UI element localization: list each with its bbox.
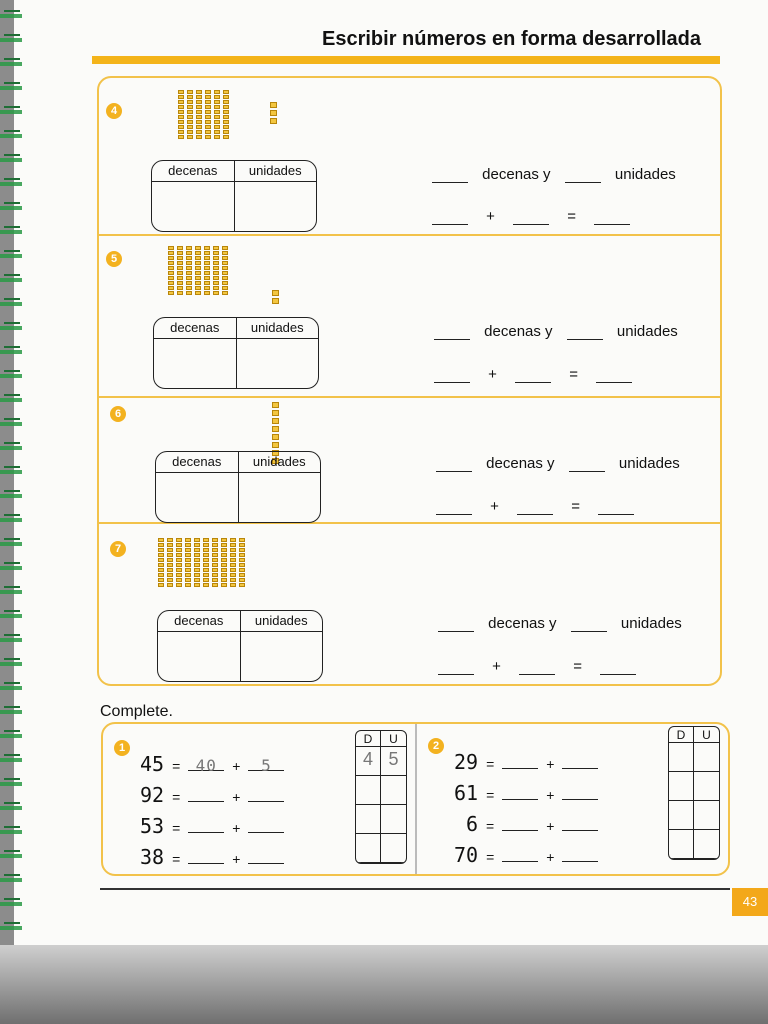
units-header: unidades xyxy=(254,613,308,628)
plus-sign: + xyxy=(232,758,241,774)
equation-row xyxy=(140,845,284,869)
page-shadow xyxy=(0,945,768,1024)
answer-line-words xyxy=(432,166,676,183)
tens-answer[interactable] xyxy=(502,847,538,862)
tens-rod xyxy=(168,246,174,295)
equals-sign: = xyxy=(573,658,583,675)
du-header-u: U xyxy=(694,727,719,743)
units-header: unidades xyxy=(250,320,304,335)
answer-line-words xyxy=(438,615,682,632)
du-cell[interactable] xyxy=(669,801,694,830)
tens-rod xyxy=(186,246,192,295)
du-cell[interactable] xyxy=(356,776,381,805)
units-answer[interactable] xyxy=(248,849,284,864)
spiral-rings xyxy=(4,0,20,945)
answer-line-words xyxy=(436,455,680,472)
exercise-number-badge: 7 xyxy=(110,541,126,557)
du-header-d: D xyxy=(669,727,694,743)
units-answer[interactable] xyxy=(562,754,598,769)
du-cell[interactable] xyxy=(381,805,406,834)
equation-value: 70 xyxy=(454,843,479,867)
tens-rod xyxy=(194,538,200,587)
unit-cube xyxy=(270,102,277,108)
tens-answer[interactable]: 40 xyxy=(188,756,224,771)
equals-sign: = xyxy=(571,498,581,515)
units-cell[interactable] xyxy=(237,339,319,388)
equals-sign: = xyxy=(567,208,577,225)
unit-cube xyxy=(272,410,279,416)
exercise-number-badge: 6 xyxy=(110,406,126,422)
tens-header: decenas xyxy=(158,611,241,631)
row-divider xyxy=(97,396,722,398)
unit-cube xyxy=(272,290,279,296)
tens-answer[interactable] xyxy=(502,785,538,800)
equals-sign: = xyxy=(486,756,495,772)
units-cell[interactable] xyxy=(241,632,323,681)
plus-sign: + xyxy=(486,208,495,225)
exercise-number-badge: 1 xyxy=(114,740,130,756)
complete-divider xyxy=(415,724,417,874)
unit-cube xyxy=(272,442,279,448)
blank-field[interactable] xyxy=(596,381,632,383)
blank-field[interactable] xyxy=(434,381,470,383)
tens-answer[interactable] xyxy=(188,818,224,833)
unit-cube xyxy=(272,426,279,432)
equals-sign: = xyxy=(486,787,495,803)
tens-word: decenas y xyxy=(488,615,557,632)
blank-field[interactable] xyxy=(513,223,549,225)
answer-line-sum xyxy=(434,366,632,383)
tens-answer[interactable] xyxy=(188,849,224,864)
equation-row xyxy=(140,814,284,838)
row-divider xyxy=(97,234,722,236)
tens-rod xyxy=(203,538,209,587)
units-cell[interactable] xyxy=(239,473,321,522)
title-underline xyxy=(92,56,720,64)
tens-rods xyxy=(158,538,245,587)
tens-rod xyxy=(212,538,218,587)
unit-cube xyxy=(270,118,277,124)
du-cell[interactable] xyxy=(356,805,381,834)
equals-sign: = xyxy=(172,758,181,774)
tens-cell[interactable] xyxy=(152,182,235,231)
blank-field[interactable] xyxy=(515,381,551,383)
tens-rod xyxy=(222,246,228,295)
du-cell[interactable] xyxy=(694,743,719,772)
equation-value: 29 xyxy=(454,750,479,774)
blank-field[interactable] xyxy=(565,181,601,183)
tens-rod xyxy=(221,538,227,587)
tens-rod xyxy=(187,90,193,139)
tens-word: decenas y xyxy=(484,323,553,340)
equation-row xyxy=(454,781,598,805)
equation-row xyxy=(140,783,284,807)
units-word: unidades xyxy=(614,166,676,183)
tens-rod xyxy=(158,538,164,587)
equation-row xyxy=(454,843,598,867)
equation-value: 92 xyxy=(140,783,165,807)
tens-rod xyxy=(167,538,173,587)
tens-rod xyxy=(213,246,219,295)
place-value-table xyxy=(157,610,323,682)
units-header: unidades xyxy=(248,163,302,178)
tens-rod xyxy=(205,90,211,139)
tens-rod xyxy=(196,90,202,139)
units-word: unidades xyxy=(620,615,682,632)
units-answer[interactable] xyxy=(248,787,284,802)
unit-cube xyxy=(272,402,279,408)
tens-rod xyxy=(230,538,236,587)
unit-cubes xyxy=(270,102,277,124)
answer-line-sum xyxy=(438,658,636,675)
du-cell[interactable] xyxy=(694,772,719,801)
du-cell[interactable] xyxy=(694,830,719,859)
units-header: unidades xyxy=(252,454,306,469)
plus-sign: + xyxy=(488,366,497,383)
tens-header: decenas xyxy=(152,161,235,181)
units-word: unidades xyxy=(618,455,680,472)
tens-header: decenas xyxy=(154,318,237,338)
du-cell[interactable] xyxy=(381,776,406,805)
blank-field[interactable] xyxy=(436,513,472,515)
place-value-table xyxy=(155,451,321,523)
du-table xyxy=(668,726,720,860)
plus-sign: + xyxy=(546,849,555,865)
du-header-d: D xyxy=(356,731,381,747)
plus-sign: + xyxy=(232,851,241,867)
du-cell[interactable] xyxy=(669,772,694,801)
page-title: Escribir números en forma desarrollada xyxy=(322,28,702,50)
answer-line-sum xyxy=(436,498,634,515)
tens-answer[interactable] xyxy=(502,754,538,769)
tens-answer[interactable] xyxy=(188,787,224,802)
blank-field[interactable] xyxy=(438,630,474,632)
plus-sign: + xyxy=(232,789,241,805)
tens-cell[interactable] xyxy=(158,632,241,681)
blank-field[interactable] xyxy=(571,630,607,632)
units-cell[interactable] xyxy=(235,182,317,231)
tens-cell[interactable] xyxy=(156,473,239,522)
equals-sign: = xyxy=(172,789,181,805)
units-word: unidades xyxy=(616,323,678,340)
place-value-table xyxy=(151,160,317,232)
du-table xyxy=(355,730,407,864)
page-number: 43 xyxy=(732,888,768,916)
blank-field[interactable] xyxy=(600,673,636,675)
blank-field[interactable] xyxy=(517,513,553,515)
tens-rod xyxy=(177,246,183,295)
equation-value: 38 xyxy=(140,845,165,869)
unit-cube xyxy=(272,298,279,304)
exercise-number-badge: 4 xyxy=(106,103,122,119)
complete-heading: Complete. xyxy=(100,703,173,720)
blank-field[interactable] xyxy=(567,338,603,340)
du-cell[interactable] xyxy=(356,834,381,863)
place-value-table xyxy=(153,317,319,389)
blank-field[interactable] xyxy=(438,673,474,675)
plus-sign: + xyxy=(546,818,555,834)
exercise-number-badge: 2 xyxy=(428,738,444,754)
units-answer[interactable] xyxy=(248,818,284,833)
plus-sign: + xyxy=(546,787,555,803)
du-cell[interactable] xyxy=(669,743,694,772)
tens-answer[interactable] xyxy=(502,816,538,831)
units-answer[interactable] xyxy=(562,847,598,862)
du-cell[interactable]: 5 xyxy=(381,747,406,776)
du-header-u: U xyxy=(381,731,406,747)
tens-rod xyxy=(204,246,210,295)
equation-row xyxy=(140,752,284,776)
unit-cube xyxy=(272,434,279,440)
blank-field[interactable] xyxy=(519,673,555,675)
equals-sign: = xyxy=(172,851,181,867)
du-cell[interactable]: 4 xyxy=(356,747,381,776)
unit-cube xyxy=(272,418,279,424)
units-answer[interactable] xyxy=(562,816,598,831)
du-cell[interactable] xyxy=(381,834,406,863)
du-cell[interactable] xyxy=(669,830,694,859)
units-answer[interactable]: 5 xyxy=(248,756,284,771)
tens-rod xyxy=(223,90,229,139)
blank-field[interactable] xyxy=(434,338,470,340)
equation-value: 6 xyxy=(465,812,478,836)
blank-field[interactable] xyxy=(432,223,468,225)
tens-rods xyxy=(178,90,229,139)
tens-rod xyxy=(214,90,220,139)
equation-value: 53 xyxy=(140,814,165,838)
equals-sign: = xyxy=(569,366,579,383)
tens-word: decenas y xyxy=(482,166,551,183)
equals-sign: = xyxy=(486,849,495,865)
tens-word: decenas y xyxy=(486,455,555,472)
tens-cell[interactable] xyxy=(154,339,237,388)
answer-line-words xyxy=(434,323,678,340)
blank-field[interactable] xyxy=(436,470,472,472)
tens-rod xyxy=(185,538,191,587)
equation-row xyxy=(454,750,598,774)
plus-sign: + xyxy=(492,658,501,675)
blank-field[interactable] xyxy=(594,223,630,225)
tens-rod xyxy=(195,246,201,295)
answer-line-sum xyxy=(432,208,630,225)
equals-sign: = xyxy=(486,818,495,834)
footer-rule xyxy=(100,888,730,890)
tens-rod xyxy=(178,90,184,139)
plus-sign: + xyxy=(490,498,499,515)
du-cell[interactable] xyxy=(694,801,719,830)
plus-sign: + xyxy=(546,756,555,772)
equation-value: 61 xyxy=(454,781,479,805)
tens-rods xyxy=(168,246,228,295)
blank-field[interactable] xyxy=(569,470,605,472)
tens-rod xyxy=(176,538,182,587)
equals-sign: = xyxy=(172,820,181,836)
tens-rod xyxy=(239,538,245,587)
exercise-number-badge: 5 xyxy=(106,251,122,267)
blank-field[interactable] xyxy=(598,513,634,515)
equation-value: 45 xyxy=(140,752,165,776)
equation-row xyxy=(454,812,598,836)
plus-sign: + xyxy=(232,820,241,836)
blank-field[interactable] xyxy=(432,181,468,183)
units-answer[interactable] xyxy=(562,785,598,800)
unit-cube xyxy=(270,110,277,116)
unit-cubes xyxy=(272,290,279,304)
tens-header: decenas xyxy=(156,452,239,472)
